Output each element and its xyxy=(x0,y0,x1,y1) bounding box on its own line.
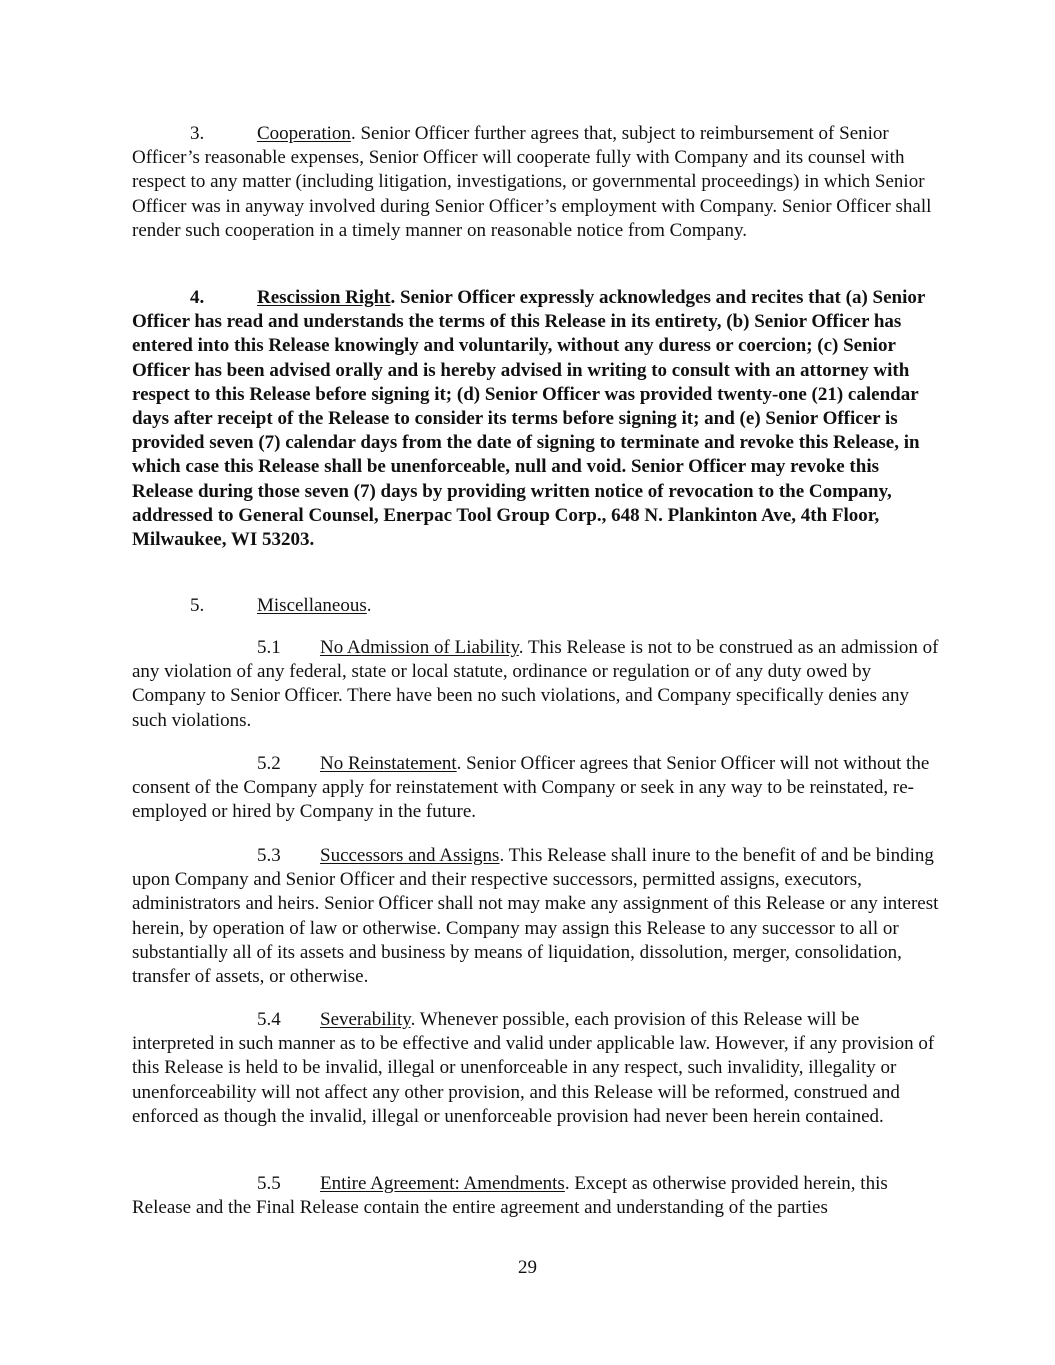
section-heading: No Reinstatement xyxy=(320,753,457,774)
section-number: 5.3 xyxy=(257,845,281,866)
section-heading: Cooperation xyxy=(257,123,351,144)
section-number: 5.1 xyxy=(257,637,281,658)
section-body: . Except as otherwise provided herein, this Release and the Final Release contain the entire agreement and understanding of the parties xyxy=(132,1173,888,1219)
section-number: 5. xyxy=(190,595,205,616)
section-body: . xyxy=(366,595,372,616)
section-number: 5.5 xyxy=(257,1173,281,1194)
section-heading: Severability xyxy=(320,1009,411,1030)
section-heading: Rescission Right xyxy=(257,287,391,308)
section-number: 3. xyxy=(190,123,205,144)
section-body: . Senior Officer expressly acknowledges and recites that (a) Senior Officer has read and understands the terms of this Release in its entirety, (b) Senior Officer has entered into this Release knowingly and voluntarily, without any duress or coercion; (c) Senior Officer has been advised orally and is hereby advised in writing to consult with an attorney with respect to this Release before signing it; (d) Senior Officer was provided twenty-one (21) calendar days after receipt of the Release to consider its terms before signing it; and (e) Senior Officer is provided seven (7) calendar days from the date of signing to terminate and revoke this Release, in which case this Release shall be unenforceable, null and void. Senior Officer may revoke this Release during those seven (7) days by providing written notice of revocation to the Company, addressed to General Counsel, Enerpac Tool Group Corp., 648 N. Plankinton Ave, 4th Floor, Milwaukee, WI 53203. xyxy=(132,287,925,551)
section-heading: Miscellaneous xyxy=(257,595,367,616)
section-heading: Successors and Assigns xyxy=(320,845,500,866)
section-5-miscellaneous xyxy=(132,594,944,618)
section-5-3-successors xyxy=(132,844,944,989)
section-5-1-no-admission xyxy=(132,636,944,733)
section-4-rescission-right xyxy=(132,286,944,552)
section-body: . Senior Officer agrees that Senior Officer will not without the consent of the Company apply for reinstatement with Company or seek in any way to be reinstated, re-employed or hired by Company in the future. xyxy=(132,753,930,823)
section-heading: Entire Agreement: Amendments xyxy=(320,1173,565,1194)
section-body: . This Release shall inure to the benefit of and be binding upon Company and Senior Officer and their respective successors, permitted assigns, executors, administrators and heirs. Senior Officer shall not may make any assignment of this Release or any interest herein, by operation of law or otherwise. Company may assign this Release to any successor to all or substantially all of its assets and business by means of liquidation, dissolution, merger, consolidation, transfer of assets, or otherwise. xyxy=(132,845,939,988)
section-3-cooperation xyxy=(132,122,944,243)
section-5-5-entire-agreement xyxy=(132,1172,944,1220)
section-number: 5.4 xyxy=(257,1009,281,1030)
section-body: . This Release is not to be construed as an admission of any violation of any federal, state or local statute, ordinance or regulation or of any duty owed by Company to Senior Officer. There have been no such violations, and Company specifically denies any such violations. xyxy=(132,637,939,731)
section-heading: No Admission of Liability xyxy=(320,637,519,658)
section-number: 5.2 xyxy=(257,753,281,774)
section-body: . Whenever possible, each provision of this Release will be interpreted in such manner as to be effective and valid under applicable law. However, if any provision of this Release is held to be invalid, illegal or unenforceable in any respect, such invalidity, illegality or unenforceability will not affect any other provision, and this Release will be reformed, construed and enforced as though the invalid, illegal or unenforceable provision had never been herein contained. xyxy=(132,1009,935,1127)
section-5-2-no-reinstatement xyxy=(132,752,944,825)
section-5-4-severability xyxy=(132,1008,944,1129)
section-body: . Senior Officer further agrees that, subject to reimbursement of Senior Officer’s reasonable expenses, Senior Officer will cooperate fully with Company and its counsel with respect to any matter (including litigation, investigations, or governmental proceedings) in which Senior Officer was in anyway involved during Senior Officer’s employment with Company. Senior Officer shall render such cooperation in a timely manner on reasonable notice from Company. xyxy=(132,123,932,241)
page-number: 29 xyxy=(518,1257,537,1278)
section-number: 4. xyxy=(190,287,205,308)
